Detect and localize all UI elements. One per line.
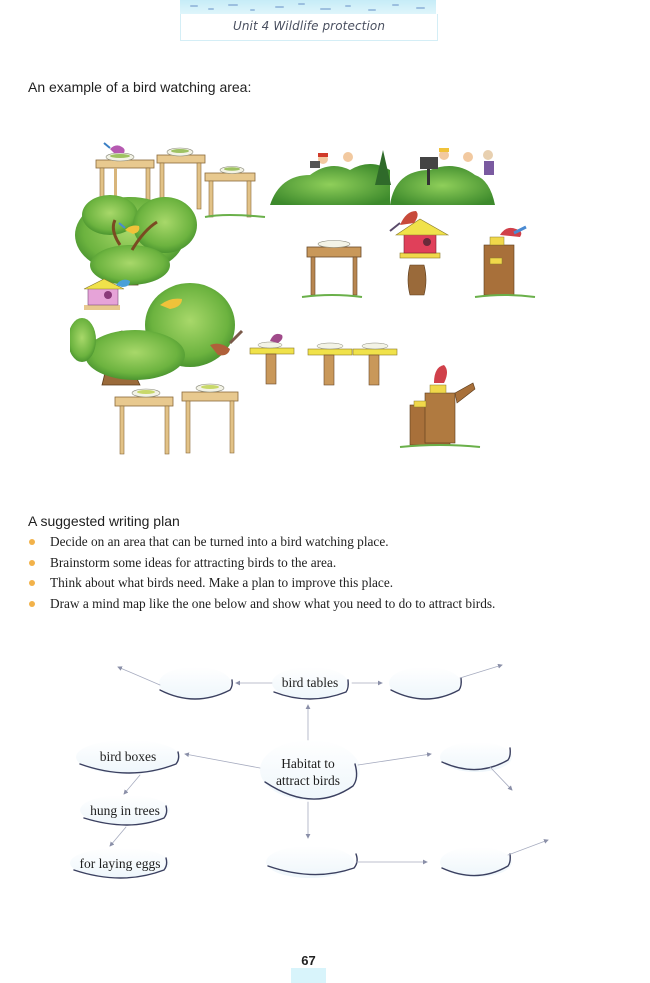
plan-item [28, 555, 495, 576]
tree-icon [75, 195, 197, 285]
tree-stump-feeder-icon [475, 227, 535, 297]
node-label-hung-in-trees: hung in trees [90, 803, 160, 818]
unit-title: Unit 4 Wildlife protection [232, 19, 386, 33]
bird-table-icon [205, 167, 265, 218]
node-label-center-line2: attract birds [275, 773, 341, 788]
page-number-box [291, 952, 326, 983]
mind-map-node-blank [266, 846, 357, 878]
bullet-icon [29, 580, 35, 586]
page-number: 67 [301, 953, 316, 968]
plan-item-text: Decide on an area that can be turned into a bird watching place. [50, 534, 389, 549]
mind-map-node-blank [440, 847, 512, 877]
bullet-icon [29, 539, 35, 545]
stump-feeder-icon [353, 343, 397, 385]
bird-table-icon [115, 389, 173, 454]
node-label-bird-tables: bird tables [281, 675, 339, 690]
mind-map-node-blank [440, 742, 512, 772]
stump-feeder-icon [308, 343, 352, 385]
mind-map [60, 650, 580, 890]
plan-item [28, 534, 495, 555]
plan-item-text: Brainstorm some ideas for attracting birds to the area. [50, 554, 337, 570]
writing-plan-heading: A suggested writing plan [28, 513, 180, 529]
birdhouse-icon [390, 211, 448, 295]
bullet-icon [29, 601, 35, 607]
bullet-icon [29, 560, 35, 566]
node-label-center-line1: Habitat to [281, 756, 335, 771]
bird-table-icon [302, 241, 362, 298]
plan-item [28, 575, 495, 596]
writing-plan-list [28, 534, 495, 616]
mind-map-node-blank [159, 667, 232, 699]
tree-with-birdbox-icon [70, 279, 242, 385]
mind-map-node-blank [389, 667, 461, 699]
example-heading: An example of a bird watching area: [28, 79, 252, 95]
plan-item [28, 596, 495, 617]
node-label-for-laying-eggs: for laying eggs [79, 856, 161, 871]
stump-feeder-icon [250, 334, 294, 384]
bushes-with-birdwatchers-icon [270, 148, 495, 205]
node-label-bird-boxes: bird boxes [99, 749, 157, 764]
header-decorative-band [180, 0, 436, 14]
plan-item-text: Draw a mind map like the one below and show what you need to do to attract birds. [50, 595, 496, 611]
tree-stump-feeder-icon [400, 365, 480, 447]
bird-watching-area-illustration [70, 135, 550, 465]
plan-item-text: Think about what birds need. Make a plan to improve this place. [50, 575, 394, 590]
bird-table-icon [182, 384, 238, 453]
unit-header [180, 14, 438, 41]
